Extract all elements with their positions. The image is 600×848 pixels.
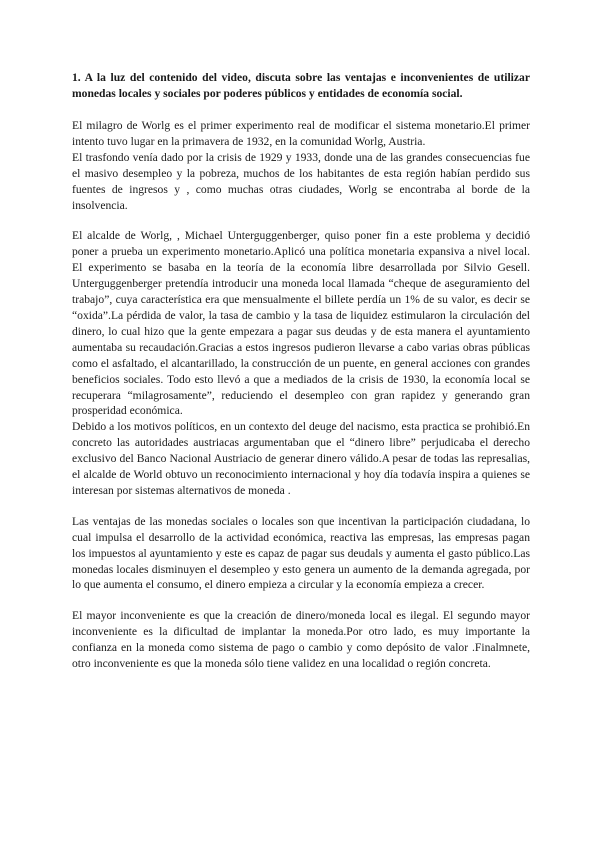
paragraph-prohibition: Debido a los motivos políticos, en un contexto del deuge del nacismo, esta practica se prohibió.En concreto las autoridades austriacas argumentaban que el “dinero libre” perjudicaba el derecho exclusivo del Banco Nacional Austriacio de generar dinero válido.A pesar de todas las represalias, el alcalde de World obtuvo un reconocimiento internacional y hoy día todavía inspira a quienes se interesan por sistemas alternativos de moneda . (72, 420, 530, 497)
paragraph-background: El trasfondo venía dado por la crisis de 1929 y 1933, donde una de las grandes consecuencias fue el masivo desempleo y la pobreza, muchos de los habitantes de esta región habían perdido sus fuentes de ingresos y , como muchas otras ciudades, Worlg se encontraba al borde de la insolvencia. (72, 150, 530, 212)
paragraph-intro: El milagro de Worlg es el primer experimento real de modificar el sistema monetario.El primer intento tuvo lugar en la primavera de 1932, en la comunidad Worlg, Austria. (72, 119, 530, 148)
document-body (72, 70, 530, 687)
paragraph-disadvantages: El mayor inconveniente es que la creación de dinero/moneda local es ilegal. El segundo mayor inconveniente es la dificultad de implantar la moneda.Por otro lado, es muy importante la confianza en la moneda como sistema de pago o cambio y como depósito de valor .Finalmnete, otro inconveniente es que la moneda sólo tiene validez en una localidad o región concreta. (72, 609, 530, 671)
question-heading: 1. A la luz del contenido del video, discuta sobre las ventajas e inconvenientes de utilizar monedas locales y sociales por poderes públicos y entidades de economía social. (72, 71, 530, 100)
paragraph-experiment: El alcalde de Worlg, , Michael Unterguggenberger, quiso poner fin a este problema y decidió poner a prueba un experimento monetario.Aplicó una política monetaria expansiva a nivel local. El experimento se basaba en la teoría de la economía libre desarrollada por Silvio Gesell. Unterguggenberger pretendía introducir una moneda local llamada “cheque de aseguramiento del trabajo”, cuya característica era que mensualmente el billete perdía un 1% de su valor, es decir se “oxida”.La pérdida de valor, la tasa de cambio y la tasa de liquidez estimularon la circulación del dinero, lo cual hizo que la gente empezara a pagar sus deudas y de esta manera el ayuntamiento aumentaba su recaudación.Gracias a estos ingresos pudieron llevarse a cabo varias obras públicas como el asfaltado, el alcantarillado, la construcción de un puente, en general acciones con grandes beneficios sociales. Todo esto llevó a que a mediados de la crisis de 1930, la economía local se recuperara “milagrosamente”, reduciendo el desempleo con gran rapidez y generando gran prosperidad económica. (72, 229, 530, 418)
paragraph-advantages: Las ventajas de las monedas sociales o locales son que incentivan la participación ciudadana, lo cual impulsa el desarrollo de la actividad económica, reactiva las empresas, las empresas pagan los impuestos al ayuntamiento y este es capaz de pagar sus deudals y aumenta el gasto público.Las monedas locales disminuyen el desempleo y esto genera un aumento de la demanda agregada, por lo que aumenta el consumo, el dinero empieza a circular y la economía empieza a crecer. (72, 514, 530, 592)
